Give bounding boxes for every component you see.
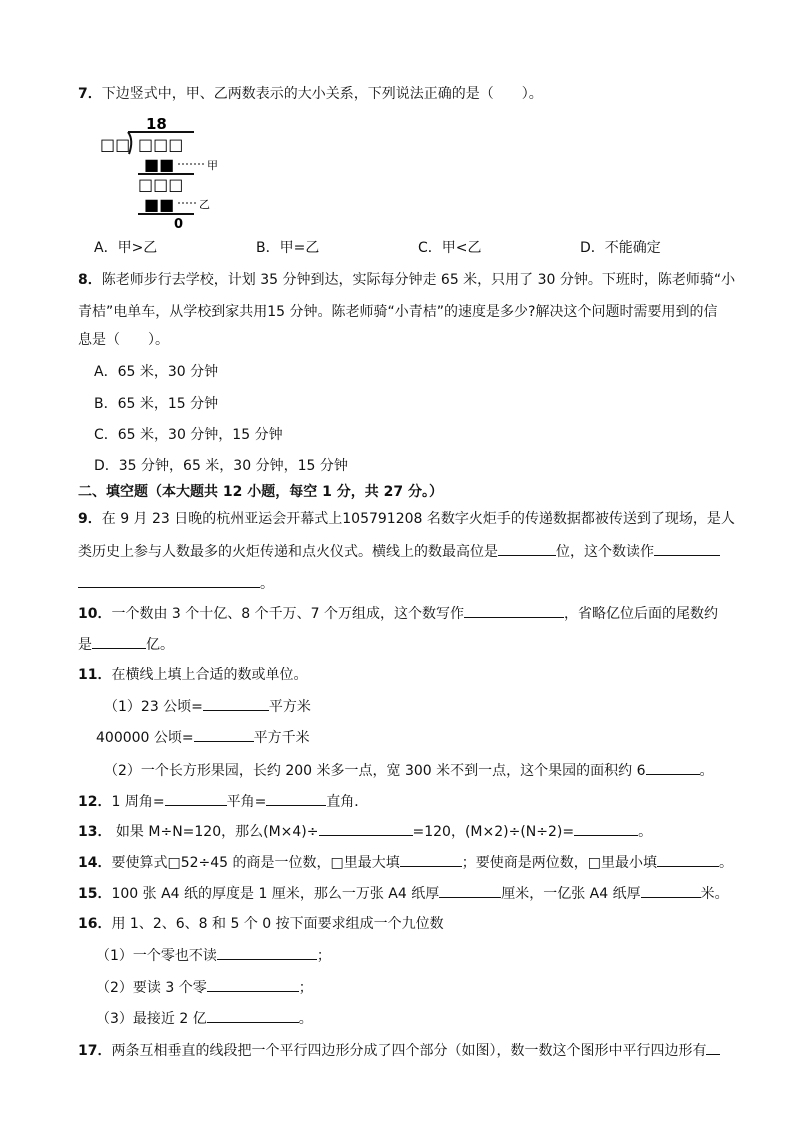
question-10-line-1 bbox=[78, 603, 718, 623]
answer-blank[interactable] bbox=[203, 696, 269, 711]
answer-blank[interactable] bbox=[439, 883, 501, 898]
question-number: 16． bbox=[78, 916, 112, 932]
question-text: 用 1、2、6、8 和 5 个 0 按下面要求组成一个九位数 bbox=[111, 916, 444, 932]
question-text: 。 bbox=[298, 1011, 313, 1027]
divisor-boxes: □□ bbox=[100, 135, 131, 154]
question-16-sub-2 bbox=[96, 977, 313, 997]
question-9-line-3 bbox=[78, 573, 274, 593]
answer-blank[interactable] bbox=[646, 760, 700, 775]
question-text: （2）要读 3 个零 bbox=[96, 980, 207, 996]
question-text: 亿。 bbox=[146, 637, 174, 653]
question-number: 11． bbox=[78, 667, 112, 683]
question-text: 400000 公顷= bbox=[96, 730, 194, 746]
answer-blank[interactable] bbox=[641, 883, 701, 898]
question-7-options bbox=[0, 238, 794, 258]
question-text: 平方米 bbox=[268, 699, 311, 715]
question-number: 9． bbox=[78, 511, 102, 527]
option-b[interactable]: B．甲=乙 bbox=[256, 240, 320, 256]
question-7 bbox=[78, 84, 543, 104]
long-division-figure bbox=[98, 114, 222, 234]
question-12 bbox=[78, 791, 368, 811]
answer-blank[interactable] bbox=[657, 852, 719, 867]
question-number: 7． bbox=[78, 86, 102, 102]
long-division-svg bbox=[98, 114, 222, 230]
question-text: ； bbox=[298, 980, 313, 996]
question-text: =120，(M×2)÷(N÷2)= bbox=[412, 824, 575, 840]
question-text: 下边竖式中，甲、乙两数表示的大小关系，下列说法正确的是（ ）。 bbox=[101, 86, 543, 102]
question-text: 在 9 月 23 日晚的杭州亚运会开幕式上105791208 名数字火炬手的传递数据都被传送到了现场，是人 bbox=[101, 511, 735, 527]
question-17 bbox=[78, 1040, 720, 1060]
question-text: 厘米，一亿张 A4 纸厚 bbox=[501, 886, 641, 902]
question-text: 如果 M÷N=120，那么(M×4)÷ bbox=[111, 824, 319, 840]
label-yi: 乙 bbox=[199, 198, 210, 211]
question-text: 位，这个数读作 bbox=[556, 544, 654, 560]
question-16-sub-3 bbox=[96, 1008, 313, 1028]
question-text: 在横线上填上合适的数或单位。 bbox=[111, 667, 308, 683]
question-number: 8． bbox=[78, 272, 102, 288]
question-text: 。 bbox=[699, 763, 714, 779]
option-d[interactable]: D．35 分钟，65 米，30 分钟，15 分钟 bbox=[94, 458, 348, 474]
answer-blank[interactable] bbox=[319, 821, 413, 836]
option-b[interactable]: B．65 米，15 分钟 bbox=[94, 396, 219, 412]
question-number: 13． bbox=[78, 824, 112, 840]
question-text: （2）一个长方形果园，长约 200 米多一点，宽 300 米不到一点，这个果园的面积约 6 bbox=[104, 763, 646, 779]
question-text: ； bbox=[316, 948, 331, 964]
question-9-line-1 bbox=[78, 509, 735, 529]
question-text: ，省略亿位后面的尾数约 bbox=[564, 606, 719, 622]
product-boxes-yi: ■■ bbox=[144, 195, 175, 214]
question-text: 平方千米 bbox=[253, 730, 310, 746]
section-heading: 二、填空题（本大题共 12 小题，每空 1 分，共 27 分。） bbox=[78, 484, 443, 500]
question-text: 平角= bbox=[226, 794, 267, 810]
answer-blank[interactable] bbox=[165, 791, 227, 806]
label-jia: 甲 bbox=[207, 159, 218, 172]
question-text: 陈老师步行去学校，计划 35 分钟到达，实际每分钟走 65 米，只用了 30 分钟。下班时，陈老师骑“小 bbox=[101, 272, 736, 288]
option-c[interactable]: C．甲<乙 bbox=[418, 240, 482, 256]
question-15 bbox=[78, 883, 729, 903]
question-8-line-2: 青桔”电单车，从学校到家共用15 分钟。陈老师骑“小青桔”的速度是多少?解决这个问题时需要用到的信 bbox=[78, 304, 718, 320]
question-text: （3）最接近 2 亿 bbox=[96, 1011, 207, 1027]
question-text: 米。 bbox=[700, 886, 729, 902]
question-number: 15． bbox=[78, 886, 112, 902]
answer-blank[interactable] bbox=[498, 541, 556, 556]
answer-blank[interactable] bbox=[194, 727, 254, 742]
answer-blank[interactable] bbox=[207, 977, 299, 992]
answer-blank[interactable] bbox=[706, 1040, 720, 1055]
question-8-line-3: 息是（ ）。 bbox=[78, 332, 169, 348]
question-number: 10． bbox=[78, 606, 112, 622]
option-a[interactable]: A．65 米，30 分钟 bbox=[94, 364, 219, 380]
question-number: 17． bbox=[78, 1043, 112, 1059]
question-number: 12． bbox=[78, 794, 112, 810]
answer-blank[interactable] bbox=[207, 1008, 299, 1023]
question-text: 两条互相垂直的线段把一个平行四边形分成了四个部分（如图），数一数这个图形中平行四边形有 bbox=[111, 1043, 707, 1059]
dividend-boxes: □□□ bbox=[138, 135, 184, 154]
answer-blank[interactable] bbox=[400, 852, 462, 867]
question-text: 。 bbox=[260, 576, 274, 592]
question-text: （1）一个零也不读 bbox=[96, 948, 217, 964]
question-text: （1）23 公顷= bbox=[104, 699, 203, 715]
question-11-sub-1 bbox=[104, 696, 311, 716]
question-14 bbox=[78, 852, 733, 872]
option-a[interactable]: A．甲>乙 bbox=[94, 240, 158, 256]
question-9-line-2 bbox=[78, 541, 720, 561]
question-10-line-2 bbox=[78, 634, 174, 654]
answer-blank[interactable] bbox=[217, 945, 317, 960]
question-16 bbox=[78, 914, 444, 934]
question-text: 类历史上参与人数最多的火炬传递和点火仪式。横线上的数最高位是 bbox=[78, 544, 498, 560]
question-text: 。 bbox=[638, 824, 653, 840]
question-11-sub-2 bbox=[104, 760, 714, 780]
answer-blank-continued[interactable] bbox=[78, 573, 260, 588]
remainder-boxes: □□□ bbox=[138, 175, 184, 194]
final-remainder: 0 bbox=[174, 217, 184, 230]
answer-blank[interactable] bbox=[464, 603, 564, 618]
question-text: ；要使商是两位数，□里最小填 bbox=[461, 855, 657, 871]
product-boxes-jia: ■■ bbox=[144, 155, 175, 174]
option-d[interactable]: D．不能确定 bbox=[580, 240, 661, 256]
question-number: 14． bbox=[78, 855, 112, 871]
question-text: 是 bbox=[78, 637, 92, 653]
question-text: 100 张 A4 纸的厚度是 1 厘米，那么一万张 A4 纸厚 bbox=[111, 886, 440, 902]
question-13 bbox=[78, 821, 652, 841]
question-11 bbox=[78, 665, 307, 685]
question-16-sub-1 bbox=[96, 945, 331, 965]
question-text: 一个数由 3 个十亿、8 个千万、7 个万组成，这个数写作 bbox=[111, 606, 465, 622]
answer-blank[interactable] bbox=[266, 791, 326, 806]
question-text: 。 bbox=[718, 855, 733, 871]
question-text: 直角． bbox=[326, 794, 369, 810]
question-8-line-1 bbox=[78, 270, 735, 290]
question-text: 1 周角= bbox=[111, 794, 165, 810]
question-text: 要使算式□52÷45 的商是一位数，□里最大填 bbox=[111, 855, 400, 871]
quotient-digits: 18 bbox=[146, 115, 167, 133]
answer-blank[interactable] bbox=[92, 634, 146, 649]
answer-blank[interactable] bbox=[654, 541, 720, 556]
option-c[interactable]: C．65 米，30 分钟，15 分钟 bbox=[94, 427, 283, 443]
question-11-sub-1b bbox=[96, 727, 310, 747]
answer-blank[interactable] bbox=[574, 821, 638, 836]
